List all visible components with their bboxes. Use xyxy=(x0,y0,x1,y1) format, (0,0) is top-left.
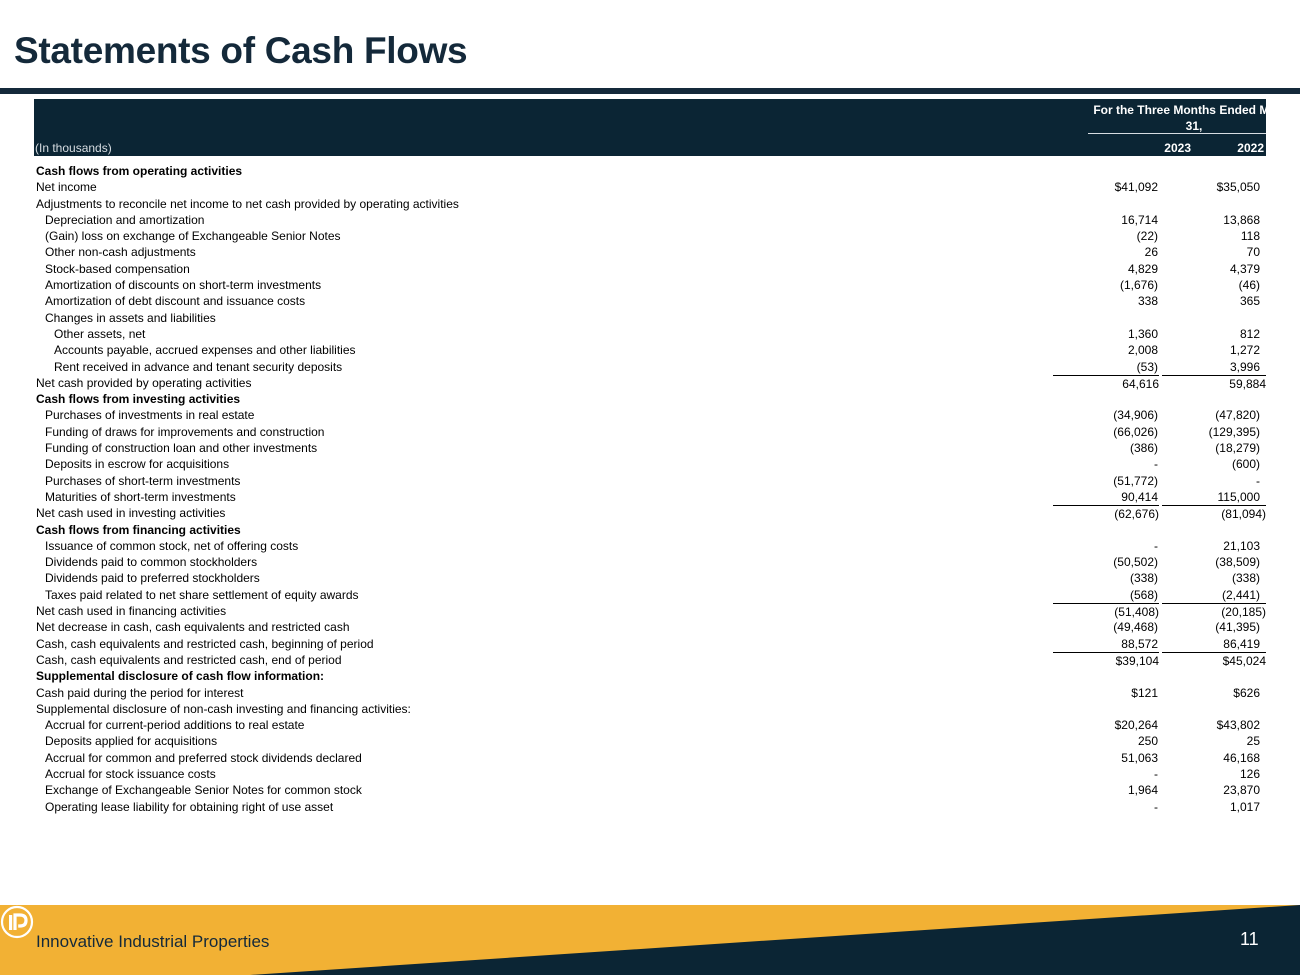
value-2023: (62,676) xyxy=(1053,505,1159,522)
table-row xyxy=(34,424,1266,440)
value-2023: (338) xyxy=(1129,571,1158,586)
value-2023: - xyxy=(1154,799,1158,814)
row-label: Net cash used in investing activities xyxy=(36,506,226,521)
row-label: Stock-based compensation xyxy=(45,261,190,276)
value-2022: 13,868 xyxy=(1223,212,1260,227)
value-2023: 1,964 xyxy=(1127,783,1158,798)
value-2023: 250 xyxy=(1137,734,1158,749)
value-2022: - xyxy=(1256,473,1260,488)
row-label: Accrual for stock issuance costs xyxy=(45,766,216,781)
row-label: Dividends paid to common stockholders xyxy=(45,555,258,570)
value-2023: 51,063 xyxy=(1121,750,1158,765)
table-row xyxy=(34,554,1266,570)
row-label: Taxes paid related to net share settlement of equity awards xyxy=(45,587,359,602)
period-underline xyxy=(1088,133,1266,134)
row-label: Maturities of short-term investments xyxy=(45,489,236,504)
total-row xyxy=(34,375,1266,391)
row-label: Net income xyxy=(36,180,97,195)
table-row xyxy=(34,766,1266,782)
row-label: Accrual for current-period additions to real estate xyxy=(45,718,305,733)
value-2022: (600) xyxy=(1231,457,1260,472)
table-row xyxy=(34,782,1266,798)
table-row xyxy=(34,228,1266,244)
total-row xyxy=(34,505,1266,521)
row-label: Other non-cash adjustments xyxy=(45,245,196,260)
section-heading-row xyxy=(34,391,1266,407)
row-label: Accrual for common and preferred stock dividends declared xyxy=(45,750,362,765)
page-title: Statements of Cash Flows xyxy=(14,30,468,71)
page-number: 11 xyxy=(1240,929,1259,949)
row-label: Changes in assets and liabilities xyxy=(45,310,216,325)
value-2023: $20,264 xyxy=(1114,718,1158,733)
table-row xyxy=(34,244,1266,260)
row-label: Net cash used in financing activities xyxy=(36,604,227,619)
value-2022: 365 xyxy=(1239,294,1260,309)
value-2022: 21,103 xyxy=(1223,538,1260,553)
value-2022: 1,272 xyxy=(1229,343,1260,358)
value-2022: 126 xyxy=(1239,766,1260,781)
table-row xyxy=(34,326,1266,342)
title-divider xyxy=(0,88,1300,94)
row-label: Purchases of investments in real estate xyxy=(45,408,255,423)
section-heading-row xyxy=(34,522,1266,538)
value-2022: 812 xyxy=(1239,326,1260,341)
value-2023: (34,906) xyxy=(1113,408,1158,423)
row-label: Dividends paid to preferred stockholders xyxy=(45,571,260,586)
value-2023: 88,572 xyxy=(1121,636,1158,651)
units-label: (In thousands) xyxy=(35,141,112,155)
table-row xyxy=(34,212,1266,228)
table-row xyxy=(34,293,1266,309)
value-2022: 115,000 xyxy=(1217,489,1260,504)
value-2022: $626 xyxy=(1233,685,1260,700)
value-2022: (41,395) xyxy=(1215,620,1260,635)
table-row xyxy=(34,342,1266,358)
value-2023: 338 xyxy=(1137,294,1158,309)
table-row xyxy=(34,310,1266,326)
value-2023: 2,008 xyxy=(1127,343,1158,358)
value-2022: $35,050 xyxy=(1216,180,1260,195)
value-2022: (46) xyxy=(1238,278,1260,293)
table-row xyxy=(34,799,1266,815)
value-2022: (20,185) xyxy=(1162,603,1266,620)
table-row xyxy=(34,179,1266,195)
period-label: For the Three Months Ended March 31, xyxy=(1093,103,1295,133)
value-2023: 16,714 xyxy=(1121,212,1158,227)
table-row xyxy=(34,489,1266,505)
value-2023: (53) xyxy=(1136,359,1158,374)
table-row xyxy=(34,196,1266,212)
row-label: Issuance of common stock, net of offering costs xyxy=(45,538,299,553)
value-2023: (22) xyxy=(1136,229,1158,244)
value-2022: (129,395) xyxy=(1208,424,1260,439)
value-2023: 90,414 xyxy=(1121,489,1158,504)
value-2023: (66,026) xyxy=(1113,424,1158,439)
year-2022-header: 2022 xyxy=(1237,141,1264,155)
value-2022: $45,024 xyxy=(1162,652,1266,669)
table-row xyxy=(34,570,1266,586)
value-2023: $121 xyxy=(1131,685,1158,700)
section-heading-row xyxy=(34,163,1266,179)
value-2023: 64,616 xyxy=(1053,375,1159,392)
value-2022: 46,168 xyxy=(1223,750,1260,765)
value-2023: 1,360 xyxy=(1127,326,1158,341)
table-row xyxy=(34,261,1266,277)
table-row xyxy=(34,456,1266,472)
row-label: Cash flows from financing activities xyxy=(36,522,241,537)
row-label: Exchange of Exchangeable Senior Notes for common stock xyxy=(45,783,362,798)
row-label: Funding of draws for improvements and construction xyxy=(45,424,325,439)
row-label: Cash, cash equivalents and restricted cash, end of period xyxy=(36,652,342,667)
row-label: Cash paid during the period for interest xyxy=(36,685,244,700)
value-2022: 118 xyxy=(1240,229,1260,244)
value-2023: (51,772) xyxy=(1113,473,1158,488)
row-label: Amortization of discounts on short-term investments xyxy=(45,278,322,293)
row-label: Cash, cash equivalents and restricted cash, beginning of period xyxy=(36,636,374,651)
value-2023: - xyxy=(1154,766,1158,781)
value-2022: 70 xyxy=(1246,245,1260,260)
value-2022: 59,884 xyxy=(1162,375,1266,392)
value-2022: 86,419 xyxy=(1223,636,1260,651)
table-row xyxy=(34,619,1266,635)
table-row xyxy=(34,701,1266,717)
row-label: Other assets, net xyxy=(54,326,146,341)
table-row xyxy=(34,359,1266,375)
table-row xyxy=(34,587,1266,603)
row-label: Net cash provided by operating activities xyxy=(36,375,252,390)
total-row xyxy=(34,603,1266,619)
value-2023: (386) xyxy=(1129,441,1158,456)
row-label: Supplemental disclosure of non-cash investing and financing activities: xyxy=(36,701,411,716)
table-row xyxy=(34,277,1266,293)
row-label: Funding of construction loan and other investments xyxy=(45,441,318,456)
row-label: Cash flows from investing activities xyxy=(36,392,241,407)
value-2022: (2,441) xyxy=(1221,587,1260,602)
table-header xyxy=(34,99,1295,156)
value-2022: (38,509) xyxy=(1215,555,1260,570)
table-row xyxy=(34,717,1266,733)
value-2023: $41,092 xyxy=(1114,180,1158,195)
row-label: Deposits in escrow for acquisitions xyxy=(45,457,230,472)
value-2023: 4,829 xyxy=(1127,261,1158,276)
row-label: (Gain) loss on exchange of Exchangeable Senior Notes xyxy=(45,229,341,244)
row-label: Accounts payable, accrued expenses and other liabilities xyxy=(54,343,356,358)
value-2022: (81,094) xyxy=(1162,505,1266,522)
footer xyxy=(0,905,1300,975)
value-2022: (18,279) xyxy=(1215,441,1260,456)
table-row xyxy=(34,407,1266,423)
table-row xyxy=(34,685,1266,701)
value-2023: - xyxy=(1154,457,1158,472)
year-2023-header: 2023 xyxy=(1164,141,1191,155)
table-row xyxy=(34,440,1266,456)
value-2022: (47,820) xyxy=(1215,408,1260,423)
row-label: Operating lease liability for obtaining right of use asset xyxy=(45,799,334,814)
row-label: Deposits applied for acquisitions xyxy=(45,734,218,749)
section-heading-row xyxy=(34,668,1266,684)
cash-flow-table xyxy=(34,163,1266,815)
table-row xyxy=(34,538,1266,554)
value-2022: 3,996 xyxy=(1229,359,1260,374)
company-logo-icon xyxy=(0,905,34,939)
value-2022: 1,017 xyxy=(1229,799,1260,814)
value-2022: 23,870 xyxy=(1223,783,1260,798)
value-2023: (50,502) xyxy=(1113,555,1158,570)
row-label: Depreciation and amortization xyxy=(45,212,205,227)
table-row xyxy=(34,473,1266,489)
total-row xyxy=(34,652,1266,668)
value-2022: 25 xyxy=(1246,734,1260,749)
row-label: Net decrease in cash, cash equivalents and restricted cash xyxy=(36,620,350,635)
value-2023: (51,408) xyxy=(1053,603,1159,620)
value-2023: (1,676) xyxy=(1119,278,1158,293)
row-label: Rent received in advance and tenant security deposits xyxy=(54,359,343,374)
row-label: Adjustments to reconcile net income to net cash provided by operating activities xyxy=(36,196,459,211)
company-name: Innovative Industrial Properties xyxy=(36,932,270,951)
value-2023: 26 xyxy=(1144,245,1158,260)
value-2022: $43,802 xyxy=(1216,718,1260,733)
row-label: Cash flows from operating activities xyxy=(36,164,243,178)
value-2023: $39,104 xyxy=(1053,652,1159,669)
value-2023: (568) xyxy=(1129,587,1158,602)
value-2022: 4,379 xyxy=(1229,261,1260,276)
row-label: Purchases of short-term investments xyxy=(45,473,241,488)
value-2023: - xyxy=(1154,538,1158,553)
value-2023: (49,468) xyxy=(1113,620,1158,635)
table-row xyxy=(34,636,1266,652)
row-label: Amortization of debt discount and issuance costs xyxy=(45,294,306,309)
row-label: Supplemental disclosure of cash flow information: xyxy=(36,669,325,684)
table-row xyxy=(34,733,1266,749)
table-row xyxy=(34,750,1266,766)
value-2022: (338) xyxy=(1231,571,1260,586)
